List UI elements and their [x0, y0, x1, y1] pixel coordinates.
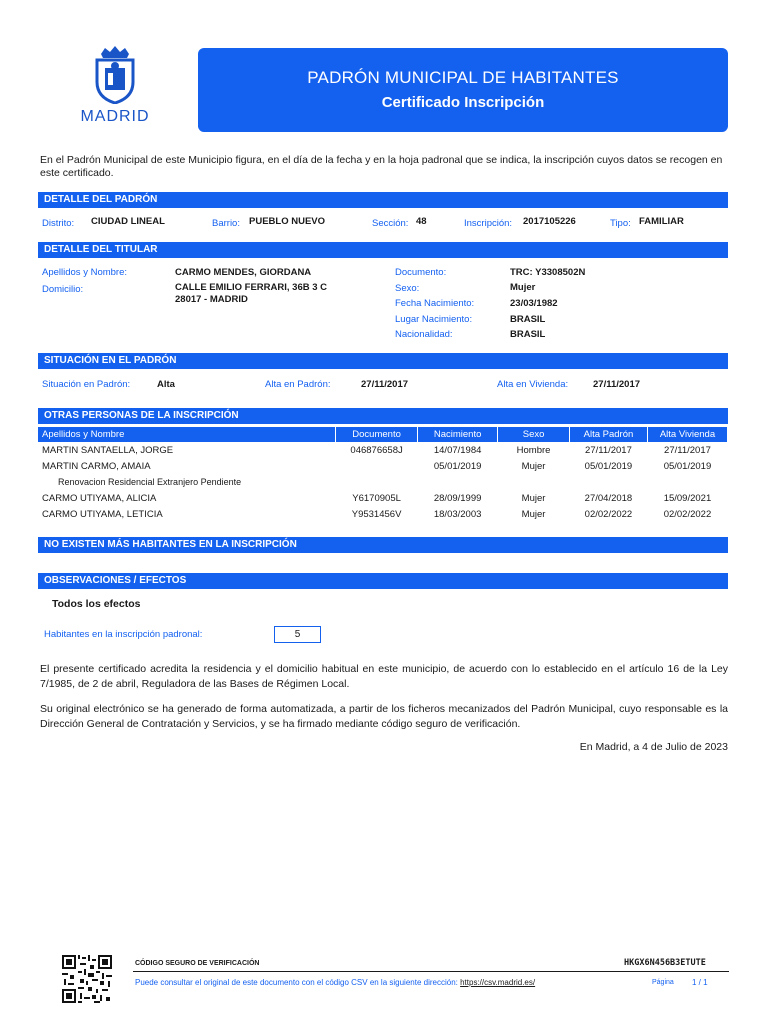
cell-alta-padron: 27/11/2017 — [585, 444, 632, 456]
alta-padron-label: Alta en Padrón: — [265, 379, 331, 390]
csv-link[interactable]: https://csv.madrid.es/ — [460, 978, 536, 987]
tipo-value: FAMILIAR — [639, 216, 684, 227]
csv-title: CÓDIGO SEGURO DE VERIFICACIÓN — [135, 960, 260, 967]
apellidos-label: Apellidos y Nombre: — [42, 267, 128, 278]
table-header-row — [38, 427, 728, 442]
lugar-nacimiento-label: Lugar Nacimiento: — [395, 314, 473, 325]
domicilio-line-1: CALLE EMILIO FERRARI, 36B 3 C — [175, 282, 328, 293]
cell-nota: Renovacion Residencial Extranjero Pendiente — [58, 477, 242, 487]
section-situacion: SITUACIÓN EN EL PADRÓN — [38, 353, 728, 369]
cell-nombre: CARMO UTIYAMA, ALICIA — [42, 492, 157, 504]
col-sexo: Sexo — [498, 427, 570, 442]
apellidos-value: CARMO MENDES, GIORDANA — [175, 267, 312, 278]
madrid-coat-of-arms-icon — [93, 46, 137, 104]
section-no-existen: NO EXISTEN MÁS HABITANTES EN LA INSCRIPCIÓN — [38, 537, 728, 553]
col-apellidos: Apellidos y Nombre — [38, 427, 336, 442]
cell-sexo: Mujer — [521, 492, 546, 504]
barrio-label: Barrio: — [212, 218, 240, 229]
cell-nacimiento: 05/01/2019 — [433, 460, 482, 472]
page-number: 1 / 1 — [692, 978, 708, 987]
footer-divider — [133, 971, 729, 972]
documento-value: TRC: Y3308502N — [510, 267, 586, 278]
page-subtitle: Certificado Inscripción — [381, 94, 545, 111]
qr-code-icon — [62, 955, 112, 1003]
cell-alta-padron: 02/02/2022 — [584, 508, 633, 520]
table-row — [38, 458, 728, 474]
fecha-nacimiento-label: Fecha Nacimiento: — [395, 298, 475, 309]
cell-alta-vivienda: 05/01/2019 — [663, 460, 712, 472]
tipo-label: Tipo: — [610, 218, 631, 229]
domicilio-label: Domicilio: — [42, 284, 84, 295]
alta-padron-value: 27/11/2017 — [361, 379, 409, 390]
cell-nombre: MARTIN CARMO, AMAIA — [42, 460, 151, 472]
inscripcion-label: Inscripción: — [464, 218, 513, 229]
cell-nombre: MARTIN SANTAELLA, JORGE — [42, 444, 174, 456]
alta-vivienda-value: 27/11/2017 — [593, 379, 641, 390]
col-alta-padron: Alta Padrón — [569, 427, 647, 442]
section-observaciones: OBSERVACIONES / EFECTOS — [38, 573, 728, 589]
col-alta-vivienda: Alta Vivienda — [647, 427, 727, 442]
situacion-label: Situación en Padrón: — [42, 379, 131, 390]
cell-nacimiento: 18/03/2003 — [433, 508, 482, 520]
cell-alta-vivienda: 27/11/2017 — [664, 444, 711, 456]
madrid-logo — [80, 46, 150, 126]
section-detalle-titular: DETALLE DEL TITULAR — [38, 242, 728, 258]
header-banner — [198, 48, 728, 132]
habitantes-label: Habitantes en la inscripción padronal: — [44, 629, 203, 640]
cell-documento: 046876658J — [350, 444, 403, 456]
cell-sexo: Mujer — [521, 460, 546, 472]
lugar-nacimiento-value: BRASIL — [510, 314, 546, 325]
seccion-value: 48 — [416, 216, 427, 227]
nacionalidad-value: BRASIL — [510, 329, 546, 340]
cell-alta-vivienda: 02/02/2022 — [663, 508, 712, 520]
table-row — [38, 442, 728, 458]
fecha-nacimiento-value: 23/03/1982 — [510, 298, 558, 309]
documento-label: Documento: — [395, 267, 447, 278]
otras-personas-table — [38, 427, 728, 522]
distrito-value: CIUDAD LINEAL — [91, 216, 165, 227]
situacion-value: Alta — [157, 379, 175, 390]
habitantes-count: 5 — [274, 626, 321, 643]
cell-nacimiento: 28/09/1999 — [433, 492, 482, 504]
distrito-label: Distrito: — [42, 218, 75, 229]
date-line: En Madrid, a 4 de Julio de 2023 — [579, 741, 728, 753]
csv-code: HKGX6N456B3ETUTE — [624, 958, 706, 968]
intro-text: En el Padrón Municipal de este Municipio figura, en el día de la fecha y en la hoja padronal que se indica, la inscripción cuyos datos se recogen en este certificado. — [40, 154, 723, 179]
paragraph-electronico: Su original electrónico se ha generado de forma automatizada, a partir de los ficheros mecanizados del Padrón Municipal, cuyo responsable es la Dirección General de Contratación y Servicios, y se ha firmado mediante código seguro de verificación. — [40, 703, 728, 730]
inscripcion-value: 2017105226 — [523, 216, 576, 227]
cell-documento: Y9531456V — [351, 508, 402, 520]
section-detalle-padron: DETALLE DEL PADRÓN — [38, 192, 728, 208]
domicilio-line-2: 28017 - MADRID — [175, 294, 248, 305]
barrio-value: PUEBLO NUEVO — [249, 216, 326, 227]
cell-alta-padron: 27/04/2018 — [584, 492, 633, 504]
logo-text: MADRID — [80, 108, 150, 125]
sexo-value: Mujer — [510, 282, 536, 293]
cell-nombre: CARMO UTIYAMA, LETICIA — [42, 508, 163, 520]
col-documento: Documento — [336, 427, 418, 442]
table-row — [38, 506, 728, 522]
nacionalidad-label: Nacionalidad: — [395, 329, 453, 340]
efectos-text: Todos los efectos — [52, 598, 141, 610]
cell-documento: Y6170905L — [352, 492, 401, 504]
sexo-label: Sexo: — [395, 283, 420, 294]
page-title: PADRÓN MUNICIPAL DE HABITANTES — [307, 68, 619, 87]
cell-nacimiento: 14/07/1984 — [433, 444, 482, 456]
table-note-row — [38, 474, 728, 490]
cell-alta-vivienda: 15/09/2021 — [663, 492, 712, 504]
col-nacimiento: Nacimiento — [418, 427, 498, 442]
cell-sexo: Mujer — [521, 508, 546, 520]
cell-alta-padron: 05/01/2019 — [584, 460, 633, 472]
alta-vivienda-label: Alta en Vivienda: — [497, 379, 569, 390]
section-otras-personas: OTRAS PERSONAS DE LA INSCRIPCIÓN — [38, 408, 728, 424]
csv-instructions — [135, 978, 535, 987]
cell-sexo: Hombre — [516, 444, 551, 456]
seccion-label: Sección: — [372, 218, 409, 229]
paragraph-residencia: El presente certificado acredita la residencia y el domicilio habitual en este municipio, de acuerdo con lo establecido en el artículo 16 de la Ley 7/1985, de 2 de abril, Reguladora de las Bases de Régimen Local. — [40, 663, 728, 690]
cell-documento — [336, 458, 418, 474]
table-row — [38, 490, 728, 506]
page-label: Página — [652, 979, 674, 986]
csv-text: Puede consultar el original de este documento con el código CSV en la siguiente dirección: — [135, 978, 458, 987]
